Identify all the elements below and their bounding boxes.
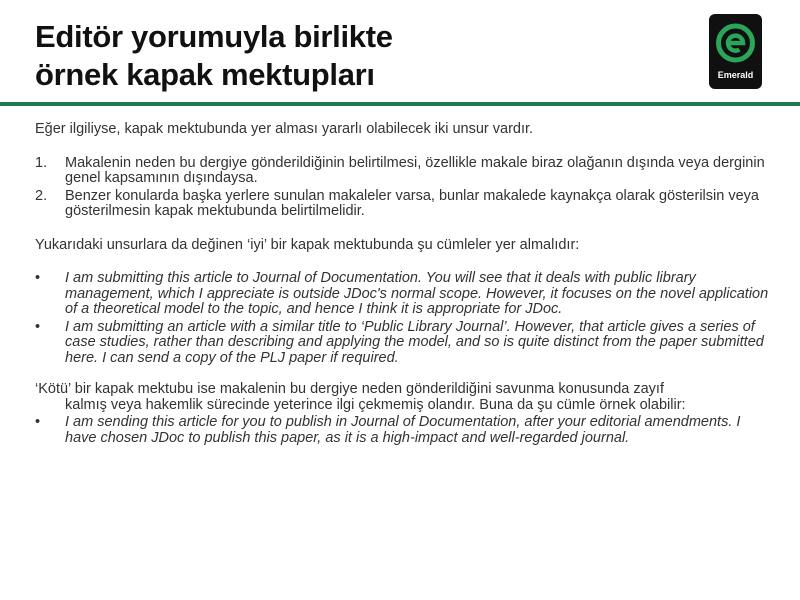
- title-divider: [0, 102, 800, 106]
- example-text: I am sending this article for you to publish in Journal of Documentation, after your editorial amendments. I have chosen JDoc to publish this paper, as it is a high-impact and well-regarded journal.: [65, 414, 741, 446]
- example-text: I am submitting an article with a similar title to ‘Public Library Journal’. However, that article gives a series of case studies, rather than describing and applying the model, and so is quite distinct from the paper submitted here. I can send a copy of the PLJ paper if required.: [65, 318, 764, 366]
- bullet-icon: •: [35, 318, 41, 335]
- list-item: [35, 189, 770, 220]
- emerald-logo: [709, 14, 762, 89]
- slide-title: [35, 18, 393, 94]
- bad-intro-continuation: kalmış veya hakemlik sürecinde yeterince ilgi çekmemiş olandır. Buna da şu cümle örnek olabilir:: [65, 396, 686, 413]
- bullet-icon: •: [35, 270, 41, 286]
- numbered-list: [35, 156, 770, 220]
- example-text: I am submitting this article to Journal of Documentation. You will see that it deals with public library management, which I appreciate is outside JDoc's normal scope. However, it focuses on the novel application of a theoretical model to the topic, and hence I think it is appropriate for JDoc.: [65, 270, 769, 317]
- item-text: Makalenin neden bu dergiye gönderildiğinin belirtilmesi, özellikle makale biraz olağanın dışında veya derginin genel kapsamının dışındaysa.: [65, 154, 765, 186]
- list-item: [35, 320, 770, 367]
- bad-letter-intro: [35, 382, 770, 413]
- list-item: [35, 271, 770, 318]
- title-line-2: örnek kapak mektupları: [35, 57, 375, 92]
- item-number: 1.: [35, 154, 48, 171]
- item-text: Benzer konularda başka yerlere sunulan makaleler varsa, bunlar makalede kaynakça olarak gösterilsin veya gösterilmesin kapak mektubunda belirtilmelidir.: [65, 187, 759, 219]
- emerald-e-icon: [715, 20, 756, 66]
- bullet-icon: •: [35, 414, 41, 430]
- list-item: [35, 415, 770, 446]
- list-item: [35, 156, 770, 187]
- slide-body: [35, 122, 770, 448]
- bad-examples-list: [35, 415, 770, 446]
- bad-intro-first-line: ‘Kötü’ bir kapak mektubu ise makalenin bu dergiye neden gönderildiğini savunma konusunda zayıf: [35, 381, 664, 397]
- logo-text: Emerald: [717, 70, 754, 80]
- item-number: 2.: [35, 187, 48, 204]
- title-line-1: Editör yorumuyla birlikte: [35, 19, 393, 54]
- bad-letter-section: [35, 382, 770, 446]
- good-examples-list: [35, 271, 770, 366]
- good-letter-intro: Yukarıdaki unsurlara da değinen ‘iyi’ bir kapak mektubunda şu cümleler yer almalıdır:: [35, 236, 580, 253]
- intro-text: Eğer ilgiliyse, kapak mektubunda yer alması yararlı olabilecek iki unsur vardır.: [35, 121, 534, 137]
